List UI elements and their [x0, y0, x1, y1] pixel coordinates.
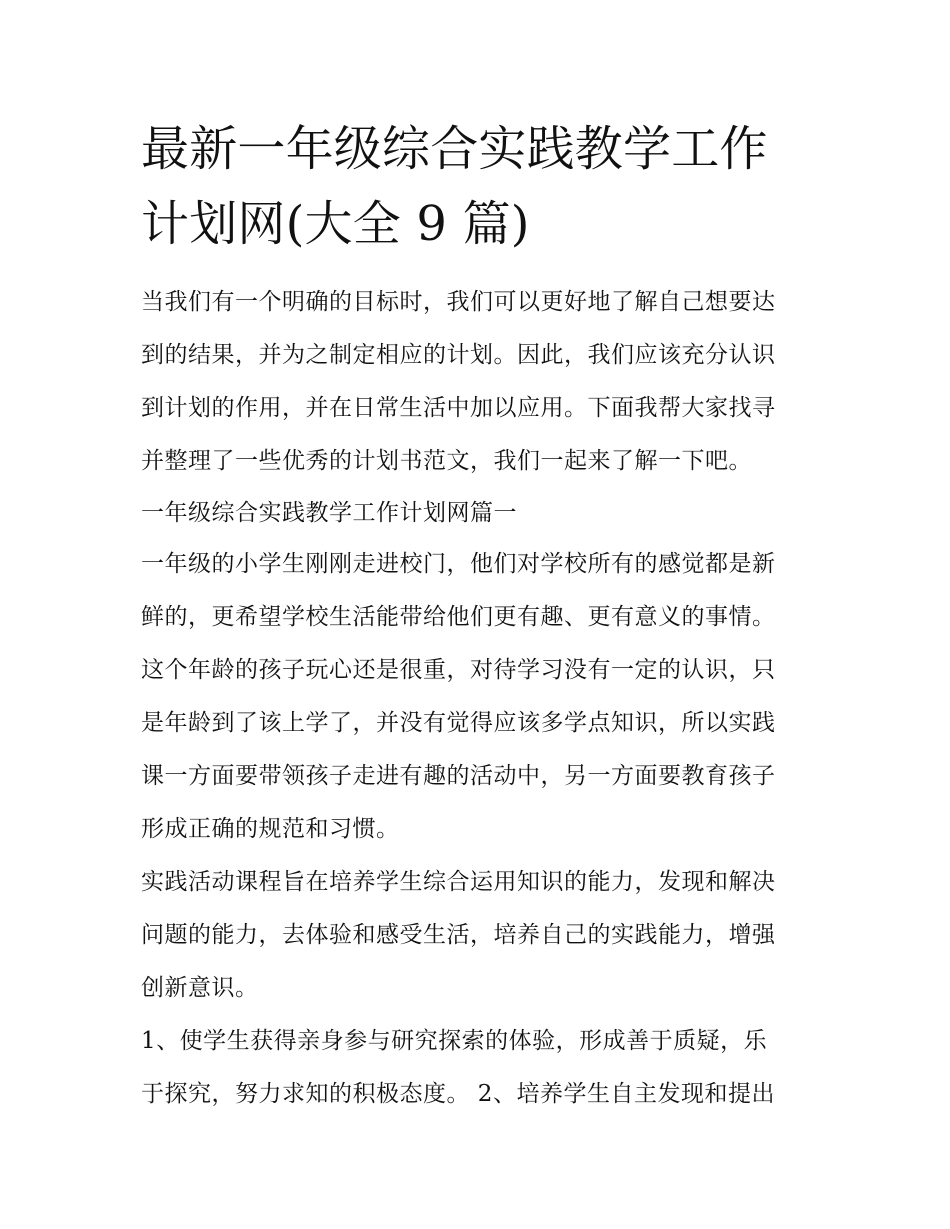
title-line: 计划网(大全 9 篇): [141, 196, 530, 252]
text-line: 一年级的小学生刚刚走进校门，他们对学校所有的感觉都是新: [141, 551, 776, 577]
text-line: 并整理了一些优秀的计划书范文，我们一起来了解一下吧。: [141, 448, 752, 474]
document-content: [141, 112, 813, 1121]
text-line: 课一方面要带领孩子走进有趣的活动中，另一方面要教育孩子: [141, 763, 776, 789]
text-line: 当我们有一个明确的目标时，我们可以更好地了解自己想要达: [141, 289, 776, 315]
text-line: 实践活动课程旨在培养学生综合运用知识的能力，发现和解决: [141, 869, 776, 895]
document-body: [141, 276, 813, 1121]
body-paragraph: [141, 1015, 813, 1121]
section-heading: [141, 488, 813, 538]
text-line: 于探究，努力求知的积极态度。 2、培养学生自主发现和提出: [141, 1081, 775, 1107]
document-title: [141, 112, 813, 262]
text-line: 这个年龄的孩子玩心还是很重，对待学习没有一定的认识，只: [141, 657, 776, 683]
text-line: 到的结果，并为之制定相应的计划。因此，我们应该充分认识: [141, 342, 776, 368]
text-line: 创新意识。: [141, 975, 259, 1001]
text-line: 到计划的作用，并在日常生活中加以应用。下面我帮大家找寻: [141, 395, 776, 421]
text-line: 形成正确的规范和习惯。: [141, 816, 400, 842]
text-line: 是年龄到了该上学了，并没有觉得应该多学点知识，所以实践: [141, 710, 776, 736]
text-line: 一年级综合实践教学工作计划网篇一: [141, 500, 517, 526]
text-line: 1、使学生获得亲身参与研究探索的体验，形成善于质疑，乐: [141, 1028, 768, 1054]
title-line: 最新一年级综合实践教学工作: [141, 121, 768, 177]
intro-paragraph: [141, 276, 813, 488]
text-line: 问题的能力，去体验和感受生活，培养自己的实践能力，增强: [141, 922, 776, 948]
body-paragraph: [141, 538, 813, 856]
body-paragraph: [141, 856, 813, 1015]
text-line: 鲜的，更希望学校生活能带给他们更有趣、更有意义的事情。: [141, 604, 776, 630]
